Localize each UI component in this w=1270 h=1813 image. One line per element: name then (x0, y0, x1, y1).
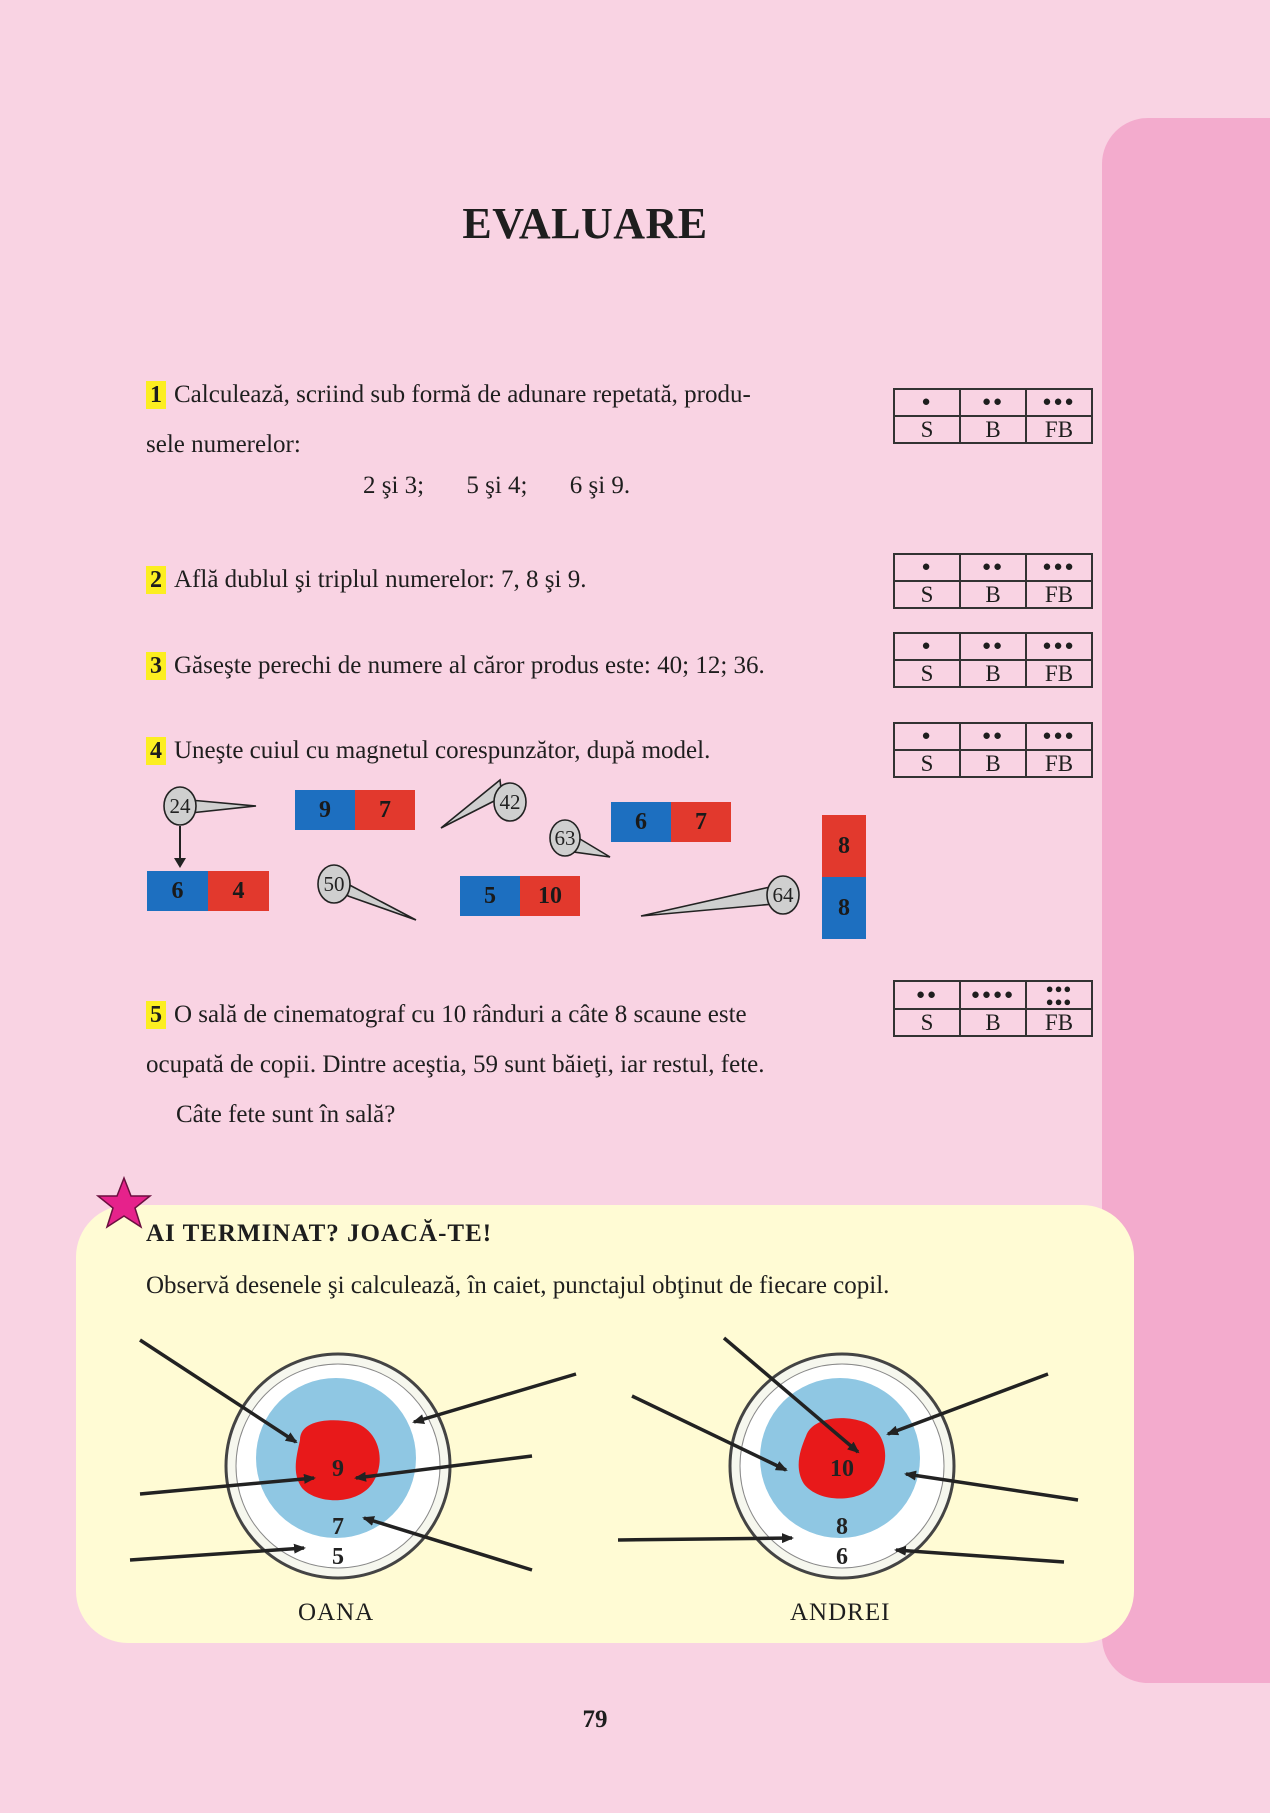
score-dots-fb: ●●● (1026, 389, 1092, 416)
score-label-b: B (960, 750, 1026, 777)
child-name-oana: OANA (298, 1599, 375, 1626)
child-name-andrei: ANDREI (790, 1599, 891, 1626)
score-dots-s: ● (894, 723, 960, 750)
exercise-number: 3 (146, 652, 166, 680)
magnet-red-half: 4 (208, 871, 269, 911)
ring-label-center: 10 (830, 1456, 854, 1482)
score-dots-fb: ●●● ●●● (1026, 981, 1092, 1009)
pair: 6 şi 9. (569, 472, 631, 499)
magnet-blue-half: 5 (460, 876, 520, 916)
pair: 5 şi 4; (466, 472, 528, 499)
ring-label-middle: 7 (332, 1514, 344, 1540)
score-dots-fb: ●●● (1026, 633, 1092, 660)
page-number: 79 (582, 1706, 608, 1733)
score-label-fb: FB (1026, 416, 1092, 443)
score-label-s: S (894, 416, 960, 443)
exercise-number: 1 (146, 381, 166, 409)
score-label-b: B (960, 416, 1026, 443)
magnet-red-half: 7 (355, 790, 415, 830)
score-label-b: B (960, 660, 1026, 687)
magnet-blue-half: 6 (611, 802, 671, 842)
score-dots-s: ● (894, 389, 960, 416)
score-dots-b: ●● (960, 633, 1026, 660)
score-dots-fb: ●●● (1026, 554, 1092, 581)
score-dots-fb: ●●● (1026, 723, 1092, 750)
exercise-text-line: ocupată de copii. Dintre aceştia, 59 sunt băieţi, iar restul, fete. (146, 1051, 765, 1078)
ring-label-center: 9 (332, 1456, 344, 1482)
exercise-text: Găseşte perechi de numere al căror produs este: 40; 12; 36. (174, 652, 765, 679)
score-label-b: B (960, 581, 1026, 608)
exercise-text-line: O sală de cinematograf cu 10 rânduri a câte 8 scaune este (174, 1001, 747, 1028)
ring-label-outer: 5 (332, 1544, 344, 1570)
score-dots-s: ● (894, 633, 960, 660)
nail-label-50: 50 (323, 872, 345, 896)
score-label-fb: FB (1026, 1009, 1092, 1036)
score-label-s: S (894, 660, 960, 687)
exercise-text-line: Calculează, scriind sub formă de adunare repetată, produ- (174, 381, 751, 408)
exercise-text: Uneşte cuiul cu magnetul corespunzător, după model. (174, 737, 711, 764)
magnet-blue-half: 8 (822, 877, 866, 939)
score-dots-b: ●●●● (960, 981, 1026, 1009)
score-dots-b: ●● (960, 389, 1026, 416)
score-dots-b: ●● (960, 554, 1026, 581)
nail-label-64: 64 (772, 883, 794, 907)
game-title: AI TERMINAT? JOACĂ-TE! (146, 1220, 493, 1247)
game-instructions: Observă desenele şi calculează, în caiet, punctajul obţinut de fiecare copil. (146, 1272, 890, 1299)
magnet-red-half: 10 (520, 876, 580, 916)
page-title: EVALUARE (462, 199, 708, 248)
score-label-s: S (894, 581, 960, 608)
magnet-blue-half: 9 (295, 790, 355, 830)
nail-label-42: 42 (499, 790, 521, 814)
score-dots-b: ●● (960, 723, 1026, 750)
score-dots-s: ● (894, 554, 960, 581)
ring-label-middle: 8 (836, 1514, 848, 1540)
score-label-b: B (960, 1009, 1026, 1036)
ring-label-outer: 6 (836, 1544, 848, 1570)
exercise-number: 2 (146, 566, 166, 594)
exercise-text-line: sele numerelor: (146, 431, 301, 458)
pair: 2 şi 3; (363, 472, 425, 499)
magnet-red-half: 7 (671, 802, 731, 842)
magnet-red-half: 8 (822, 815, 866, 877)
exercise-number: 4 (146, 737, 166, 765)
score-dots-s: ●● (894, 981, 960, 1009)
nail-label-63: 63 (554, 826, 576, 850)
score-label-s: S (894, 750, 960, 777)
score-label-fb: FB (1026, 660, 1092, 687)
score-label-s: S (894, 1009, 960, 1036)
magnet-blue-half: 6 (147, 871, 208, 911)
exercise-text-line: Câte fete sunt în sală? (176, 1101, 396, 1128)
exercise-text: Află dublul şi triplul numerelor: 7, 8 şi 9. (174, 566, 587, 593)
score-label-fb: FB (1026, 581, 1092, 608)
score-label-fb: FB (1026, 750, 1092, 777)
exercise-number: 5 (146, 1001, 166, 1029)
nail-label-24: 24 (169, 794, 191, 818)
